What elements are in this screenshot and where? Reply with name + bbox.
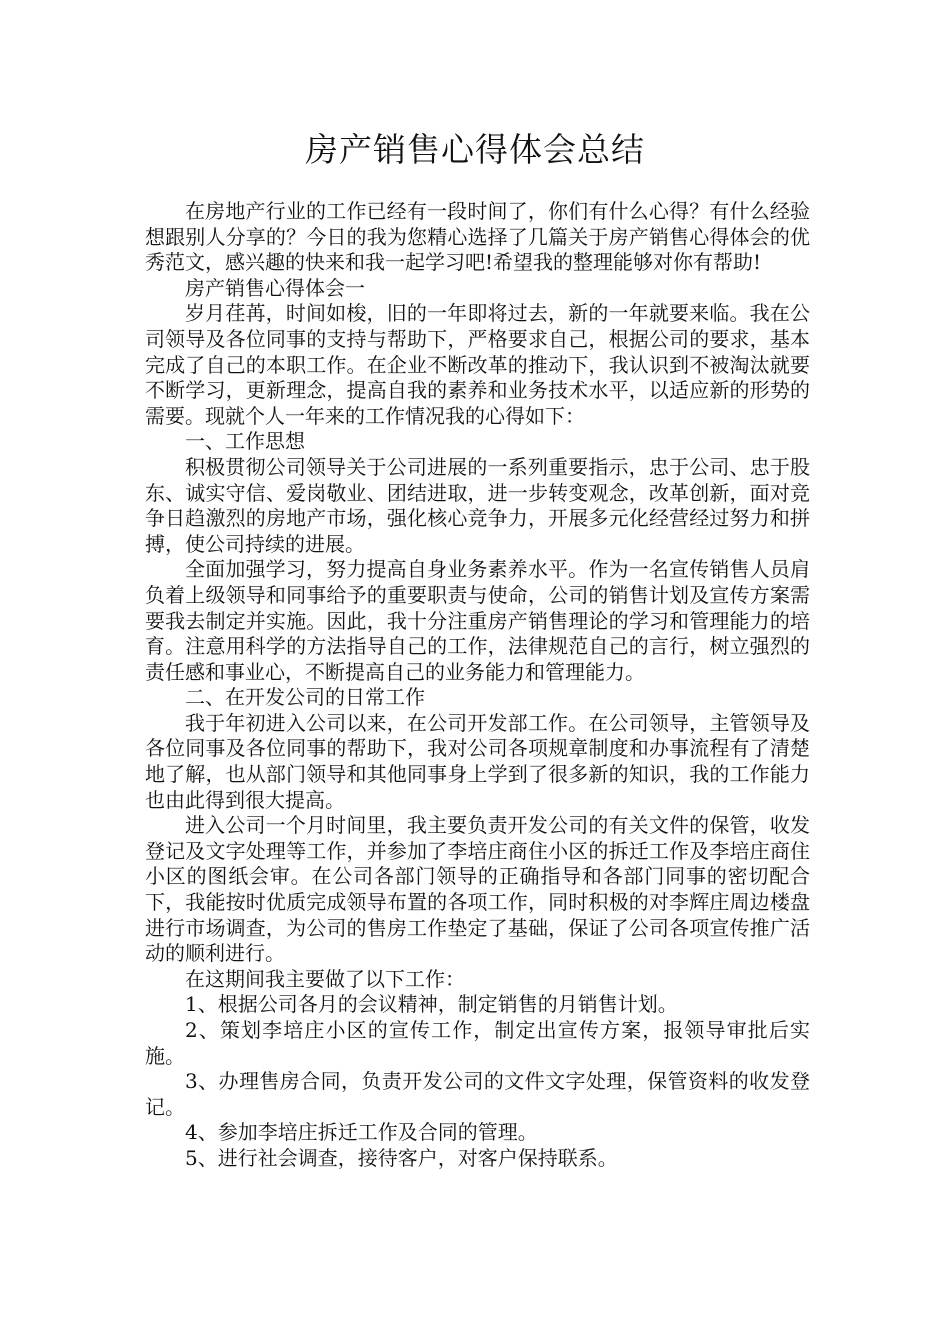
section-heading: 二、在开发公司的日常工作 — [185, 685, 425, 710]
paragraph: 在这期间我主要做了以下工作： — [185, 966, 465, 991]
section-heading-part-one: 房产销售心得体会一 — [185, 275, 365, 300]
section-heading: 一、工作思想 — [185, 429, 305, 454]
paragraph: 全面加强学习，努力提高自身业务素养水平。作为一名宣传销售人员肩负着上级领导和同事给予的重要职责与使命，公司的销售计划及宣传方案需要我去制定并实施。因此，我十分注重房产销售理论的学习和管理能力的培育。注意用科学的方法指导自己的工作，法律规范自己的言行，树立强烈的责任感和事业心，不断提高自己的业务能力和管理能力。 — [145, 557, 810, 684]
list-item: 3、办理售房合同，负责开发公司的文件文字处理，保管资料的收发登记。 — [145, 1069, 810, 1119]
document-title: 房产销售心得体会总结 — [305, 130, 645, 169]
paragraph: 进入公司一个月时间里，我主要负责开发公司的有关文件的保管，收发登记及文字处理等工作，并参加了李培庄商住小区的拆迁工作及李培庄商住小区的图纸会审。在公司各部门领导的正确指导和各部门同事的密切配合下，我能按时优质完成领导布置的各项工作，同时积极的对李辉庄周边楼盘进行市场调查，为公司的售房工作垫定了基础，保证了公司各项宣传推广活动的顺利进行。 — [145, 813, 810, 966]
document-body — [145, 199, 810, 1172]
list-item: 5、进行社会调查，接待客户，对客户保持联系。 — [185, 1145, 618, 1170]
paragraph: 我于年初进入公司以来，在公司开发部工作。在公司领导，主管领导及各位同事及各位同事的帮助下，我对公司各项规章制度和办事流程有了清楚地了解，也从部门领导和其他同事身上学到了很多新的知识，我的工作能力也由此得到很大提高。 — [145, 710, 810, 812]
paragraph-intro: 在房地产行业的工作已经有一段时间了，你们有什么心得？有什么经验想跟别人分享的？今日的我为您精心选择了几篇关于房产销售心得体会的优秀范文，感兴趣的快来和我一起学习吧!希望我的整理能够对你有帮助! — [145, 199, 810, 275]
list-item: 4、参加李培庄拆迁工作及合同的管理。 — [185, 1120, 538, 1145]
list-item: 1、根据公司各月的会议精神，制定销售的月销售计划。 — [185, 992, 678, 1017]
list-item: 2、策划李培庄小区的宣传工作，制定出宣传方案，报领导审批后实施。 — [145, 1018, 810, 1068]
paragraph: 岁月荏苒，时间如梭，旧的一年即将过去，新的一年就要来临。我在公司领导及各位同事的支持与帮助下，严格要求自己，根据公司的要求，基本完成了自己的本职工作。在企业不断改革的推动下，我认识到不被淘汰就要不断学习，更新理念，提高自我的素养和业务技术水平，以适应新的形势的需要。现就个人一年来的工作情况我的心得如下： — [145, 301, 810, 428]
paragraph: 积极贯彻公司领导关于公司进展的一系列重要指示，忠于公司、忠于股东、诚实守信、爱岗敬业、团结进取，进一步转变观念，改革创新，面对竞争日趋激烈的房地产市场，强化核心竞争力，开展多元化经营经过努力和拼搏，使公司持续的进展。 — [145, 454, 810, 556]
